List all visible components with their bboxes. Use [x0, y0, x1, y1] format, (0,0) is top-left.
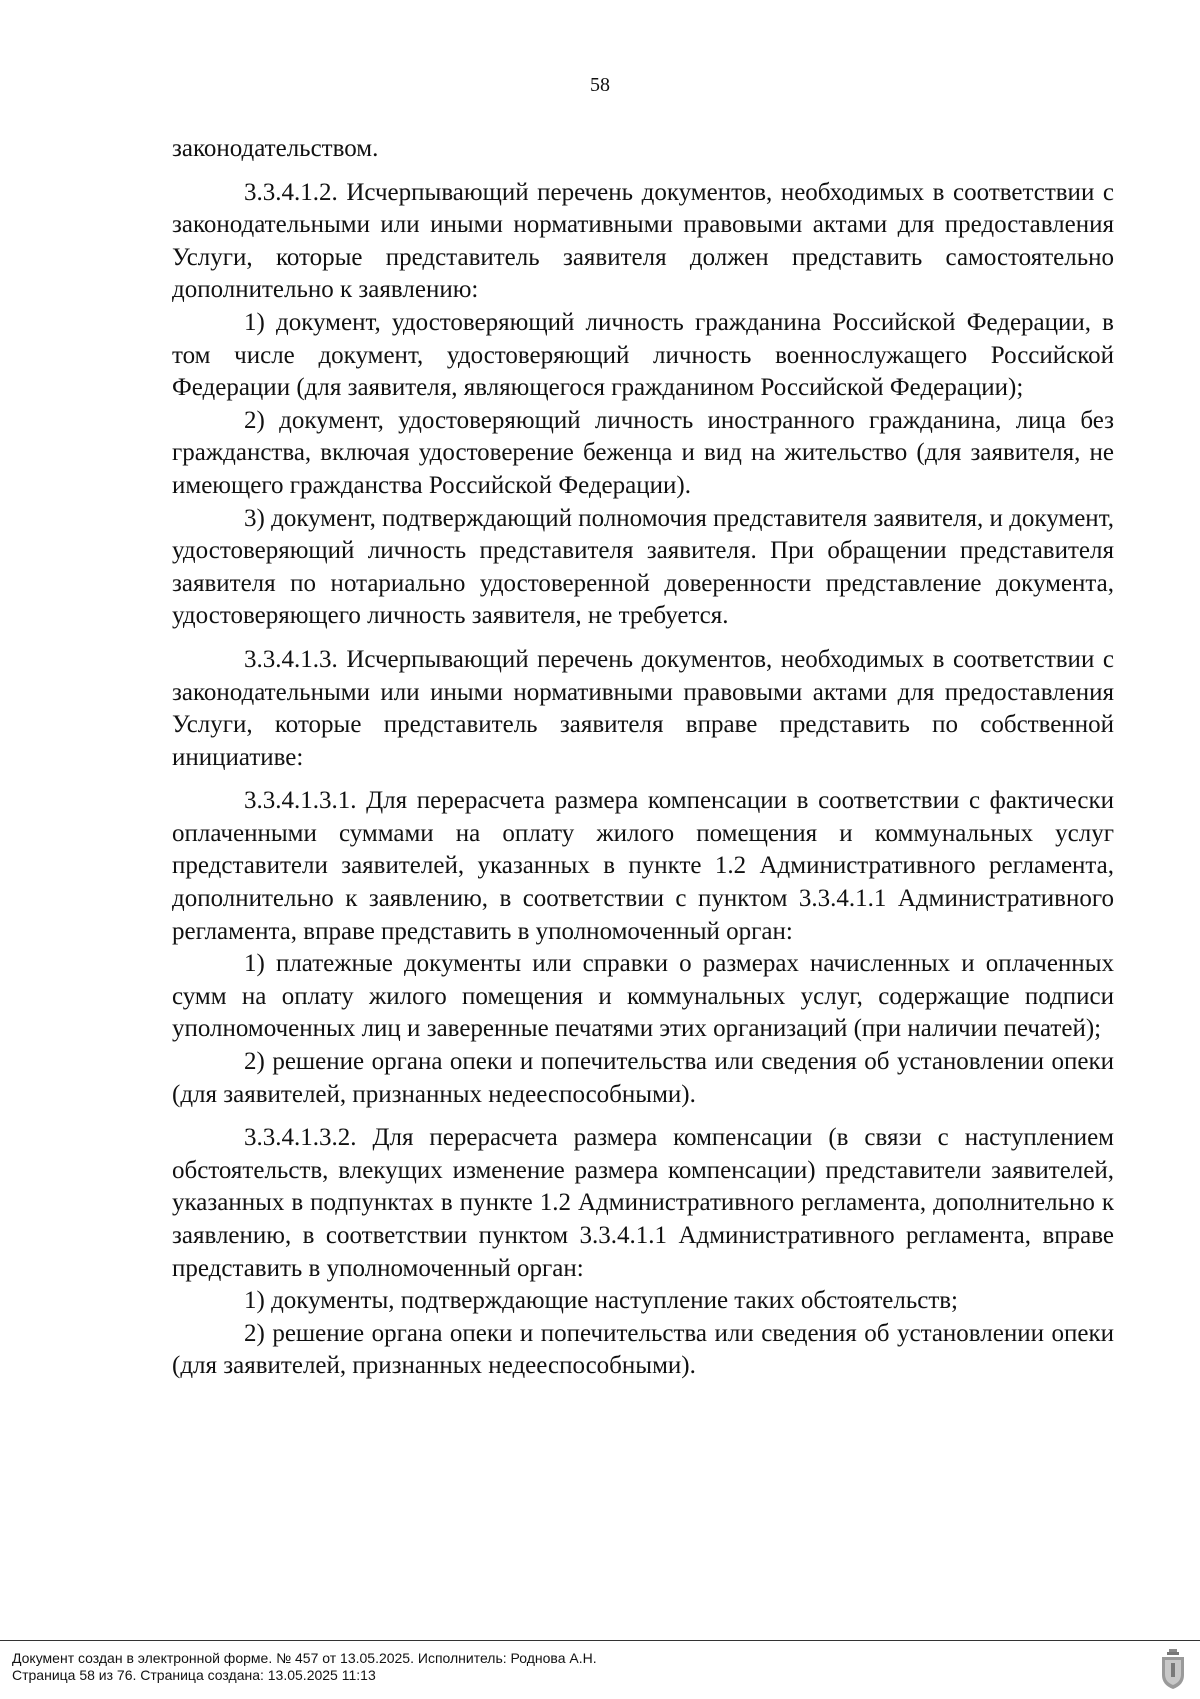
- paragraph: 1) документ, удостоверяющий личность гражданина Российской Федерации, в том числе документ, удостоверяющий личность военнослужащего Российской Федерации (для заявителя, являющегося гражданином Российской Федерации);: [172, 308, 1114, 402]
- coat-of-arms-icon: [1160, 1649, 1186, 1689]
- footer-text: [12, 1650, 597, 1684]
- paragraph: 3) документ, подтверждающий полномочия представителя заявителя, и документ, удостоверяющий личность представителя заявителя. При обращении представителя заявителя по нотариально удостоверенной доверенности представление документа, удостоверяющего личность заявителя, не требуется.: [172, 504, 1114, 630]
- paragraph: 3.3.4.1.3.2. Для перерасчета размера компенсации (в связи с наступлением обстоятельств, влекущих изменение размера компенсации) представители заявителей, указанных в подпунктах в пункте 1.2 Административного регламента, дополнительно к заявлению, в соответствии пунктом 3.3.4.1.1 Административного регламента, вправе представить в уполномоченный орган:: [172, 1124, 1114, 1282]
- paragraph: 2) решение органа опеки и попечительства или сведения об установлении опеки (для заявителей, признанных недееспособными).: [172, 1048, 1114, 1108]
- paragraph: 1) платежные документы или справки о размерах начисленных и оплаченных сумм на оплату жилого помещения и коммунальных услуг, содержащие подписи уполномоченных лиц и заверенные печатями этих организаций (при наличии печатей);: [172, 950, 1114, 1043]
- footer-line-page-info: Страница 58 из 76. Страница создана: 13.05.2025 11:13: [12, 1667, 376, 1683]
- page-number: 58: [590, 74, 610, 96]
- paragraph: 2) документ, удостоверяющий личность иностранного гражданина, лица без гражданства, включая удостоверение беженца и вид на жительство (для заявителя, не имеющего гражданства Российской Федерации).: [172, 406, 1114, 499]
- footer-line-document-info: Документ создан в электронной форме. № 457 от 13.05.2025. Исполнитель: Роднова А.Н.: [12, 1650, 597, 1666]
- document-body: [172, 133, 1114, 1383]
- document-footer: [0, 1640, 1200, 1699]
- paragraph: 3.3.4.1.3.1. Для перерасчета размера компенсации в соответствии с фактически оплаченными суммами на оплату жилого помещения и коммунальных услуг представители заявителей, указанных в пункте 1.2 Административного регламента, дополнительно к заявлению, в соответствии с пунктом 3.3.4.1.1 Административного регламента, вправе представить в уполномоченный орган:: [172, 787, 1114, 945]
- paragraph: 1) документы, подтверждающие наступление таких обстоятельств;: [244, 1287, 959, 1315]
- paragraph: 3.3.4.1.3. Исчерпывающий перечень документов, необходимых в соответствии с законодательными или иными нормативными правовыми актами для предоставления Услуги, которые представитель заявителя вправе представить по собственной инициативе:: [172, 645, 1114, 771]
- paragraph: 3.3.4.1.2. Исчерпывающий перечень документов, необходимых в соответствии с законодательными или иными нормативными правовыми актами для предоставления Услуги, которые представитель заявителя должен представить самостоятельно дополнительно к заявлению:: [172, 178, 1114, 304]
- paragraph: законодательством.: [172, 135, 379, 162]
- paragraph: 2) решение органа опеки и попечительства или сведения об установлении опеки (для заявителей, признанных недееспособными).: [172, 1319, 1114, 1380]
